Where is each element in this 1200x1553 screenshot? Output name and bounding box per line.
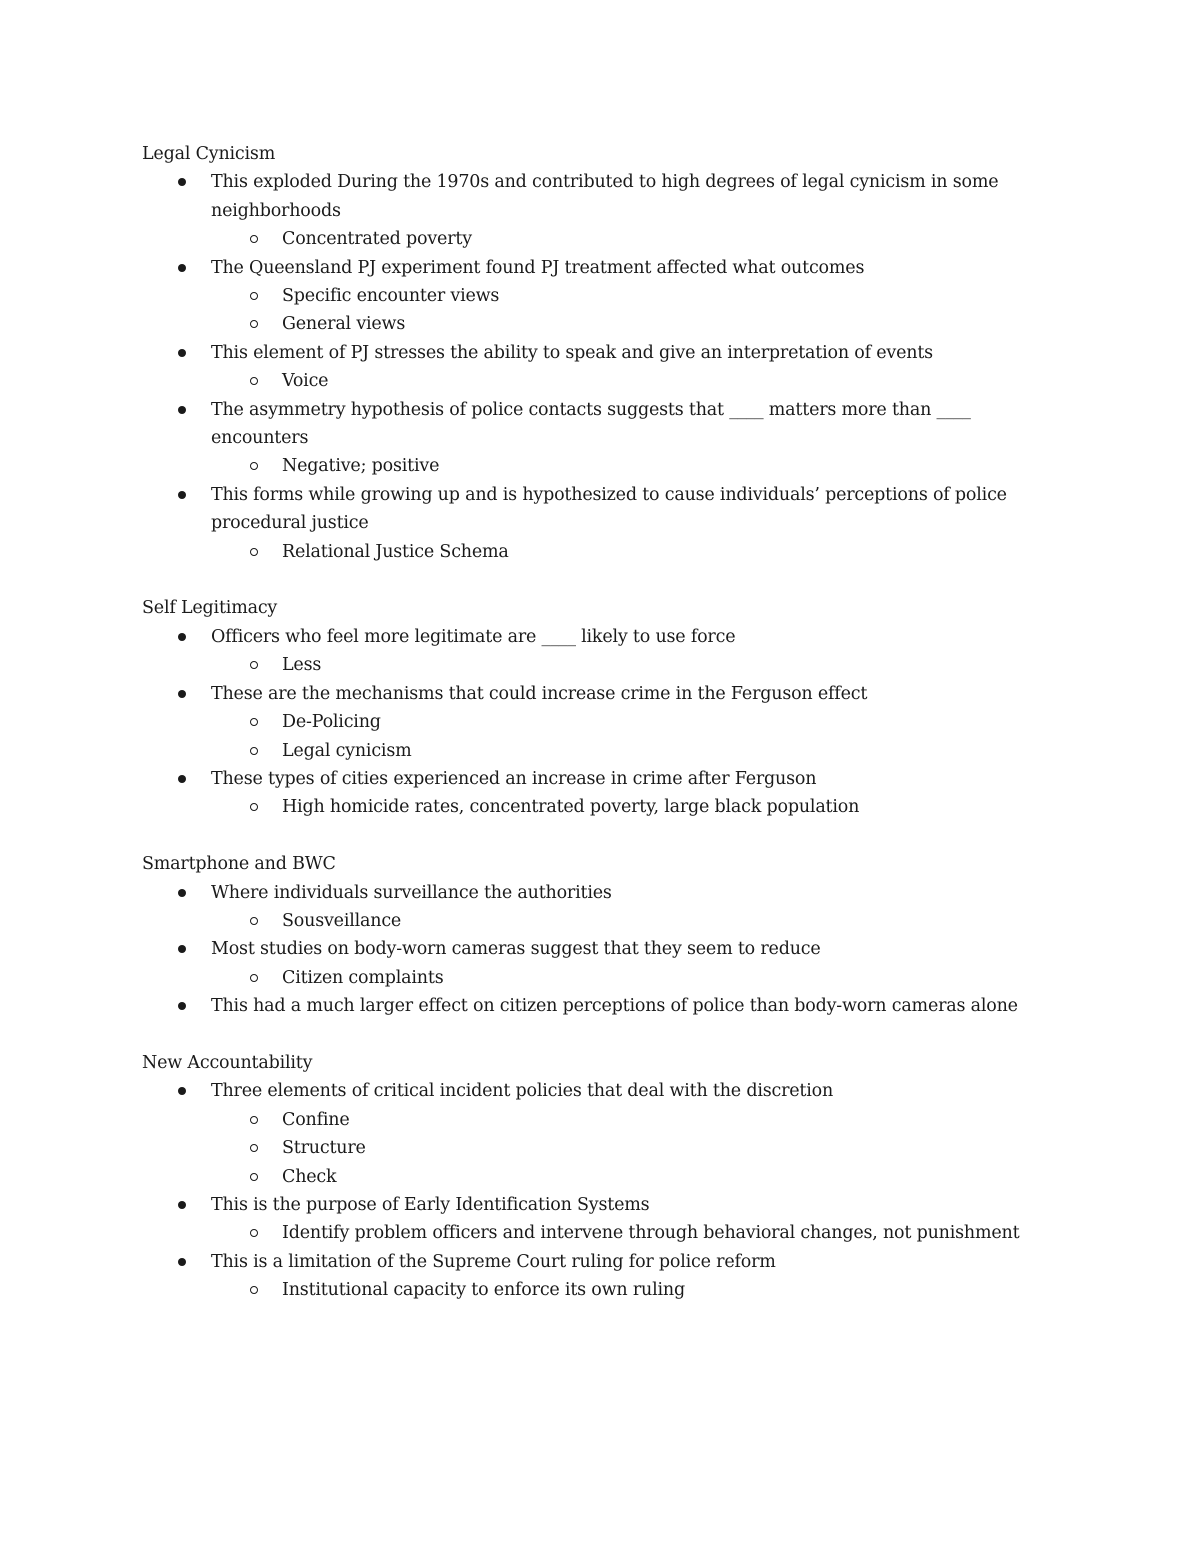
section-heading: Smartphone and BWC: [142, 854, 336, 875]
question-item: [211, 1248, 1072, 1305]
answer-text: Concentrated poverty: [282, 229, 472, 250]
question-item: [211, 680, 1072, 765]
question-text: This element of PJ stresses the ability to speak and give an interpretation of events: [211, 339, 1072, 367]
answer-text: Relational Justice Schema: [282, 541, 509, 562]
answer-list: [211, 452, 1072, 480]
answer-list: [211, 708, 1072, 765]
answer-text: Confine: [282, 1109, 350, 1130]
question-text: These types of cities experienced an increase in crime after Ferguson: [211, 765, 1072, 793]
answer-item: [282, 907, 1072, 935]
answer-list: [211, 907, 1072, 935]
answer-item: [282, 708, 1072, 736]
answer-item: [282, 282, 1072, 310]
answer-item: [282, 1276, 1072, 1304]
answer-list: [211, 282, 1072, 339]
answer-list: [211, 651, 1072, 679]
question-text: The Queensland PJ experiment found PJ treatment affected what outcomes: [211, 254, 1072, 282]
answer-text: High homicide rates, concentrated poverty, large black population: [282, 797, 860, 818]
question-text: These are the mechanisms that could increase crime in the Ferguson effect: [211, 680, 1072, 708]
answer-item: [282, 1134, 1072, 1162]
answer-text: Structure: [282, 1138, 366, 1159]
answer-text: Specific encounter views: [282, 286, 500, 307]
answer-item: [282, 310, 1072, 338]
answer-item: [282, 737, 1072, 765]
section-heading: Legal Cynicism: [142, 144, 276, 164]
answer-list: [211, 1219, 1072, 1247]
question-text: This is the purpose of Early Identification Systems: [211, 1191, 1072, 1219]
document-body: [142, 140, 1072, 1333]
answer-text: Sousveillance: [282, 910, 402, 931]
answer-list: [211, 1106, 1072, 1191]
question-item: [211, 1191, 1072, 1248]
question-item: [211, 254, 1072, 339]
answer-list: [211, 367, 1072, 395]
answer-text: Citizen complaints: [282, 967, 444, 988]
question-item: [211, 481, 1072, 566]
answer-item: [282, 538, 1072, 566]
question-text: Where individuals surveillance the authorities: [211, 879, 1072, 907]
question-item: [211, 765, 1072, 822]
answer-item: [282, 1219, 1072, 1247]
question-item: [211, 992, 1072, 1020]
question-text: Officers who feel more legitimate are ____ likely to use force: [211, 623, 1072, 651]
answer-list: [211, 1276, 1072, 1304]
answer-text: Less: [282, 655, 322, 676]
question-item: [211, 623, 1072, 680]
answer-item: [282, 651, 1072, 679]
section-heading: Self Legitimacy: [142, 598, 278, 619]
answer-text: De-Policing: [282, 712, 381, 733]
answer-text: Legal cynicism: [282, 740, 412, 761]
answer-text: Voice: [282, 371, 329, 392]
section-self-legitimacy: [142, 594, 1072, 821]
question-list: [142, 168, 1072, 566]
answer-list: [211, 225, 1072, 253]
answer-list: [211, 964, 1072, 992]
answer-text: Check: [282, 1166, 337, 1187]
answer-item: [282, 225, 1072, 253]
question-list: [142, 623, 1072, 822]
question-item: [211, 879, 1072, 936]
question-list: [142, 879, 1072, 1021]
answer-item: [282, 1106, 1072, 1134]
answer-text: Negative; positive: [282, 456, 440, 477]
question-text: The asymmetry hypothesis of police contacts suggests that ____ matters more than ____ encounters: [211, 396, 1072, 453]
answer-list: [211, 538, 1072, 566]
question-text: This forms while growing up and is hypothesized to cause individuals’ perceptions of police procedural justice: [211, 481, 1072, 538]
answer-text: General views: [282, 314, 406, 335]
question-item: [211, 1077, 1072, 1191]
question-item: [211, 339, 1072, 396]
answer-item: [282, 964, 1072, 992]
answer-list: [211, 793, 1072, 821]
question-text: This had a much larger effect on citizen perceptions of police than body-worn cameras alone: [211, 992, 1072, 1020]
question-text: This exploded During the 1970s and contributed to high degrees of legal cynicism in some neighborhoods: [211, 168, 1072, 225]
answer-item: [282, 367, 1072, 395]
question-item: [211, 935, 1072, 992]
section-smartphone-and-bwc: [142, 850, 1072, 1020]
question-list: [142, 1077, 1072, 1304]
answer-item: [282, 793, 1072, 821]
answer-text: Institutional capacity to enforce its own ruling: [282, 1280, 685, 1301]
question-item: [211, 168, 1072, 253]
answer-text: Identify problem officers and intervene through behavioral changes, not punishment: [282, 1223, 1020, 1244]
section-new-accountability: [142, 1049, 1072, 1305]
question-text: Most studies on body-worn cameras suggest that they seem to reduce: [211, 935, 1072, 963]
answer-item: [282, 1163, 1072, 1191]
question-text: Three elements of critical incident policies that deal with the discretion: [211, 1077, 1072, 1105]
section-legal-cynicism: [142, 140, 1072, 566]
question-item: [211, 396, 1072, 481]
question-text: This is a limitation of the Supreme Court ruling for police reform: [211, 1248, 1072, 1276]
answer-item: [282, 452, 1072, 480]
section-heading: New Accountability: [142, 1052, 313, 1073]
